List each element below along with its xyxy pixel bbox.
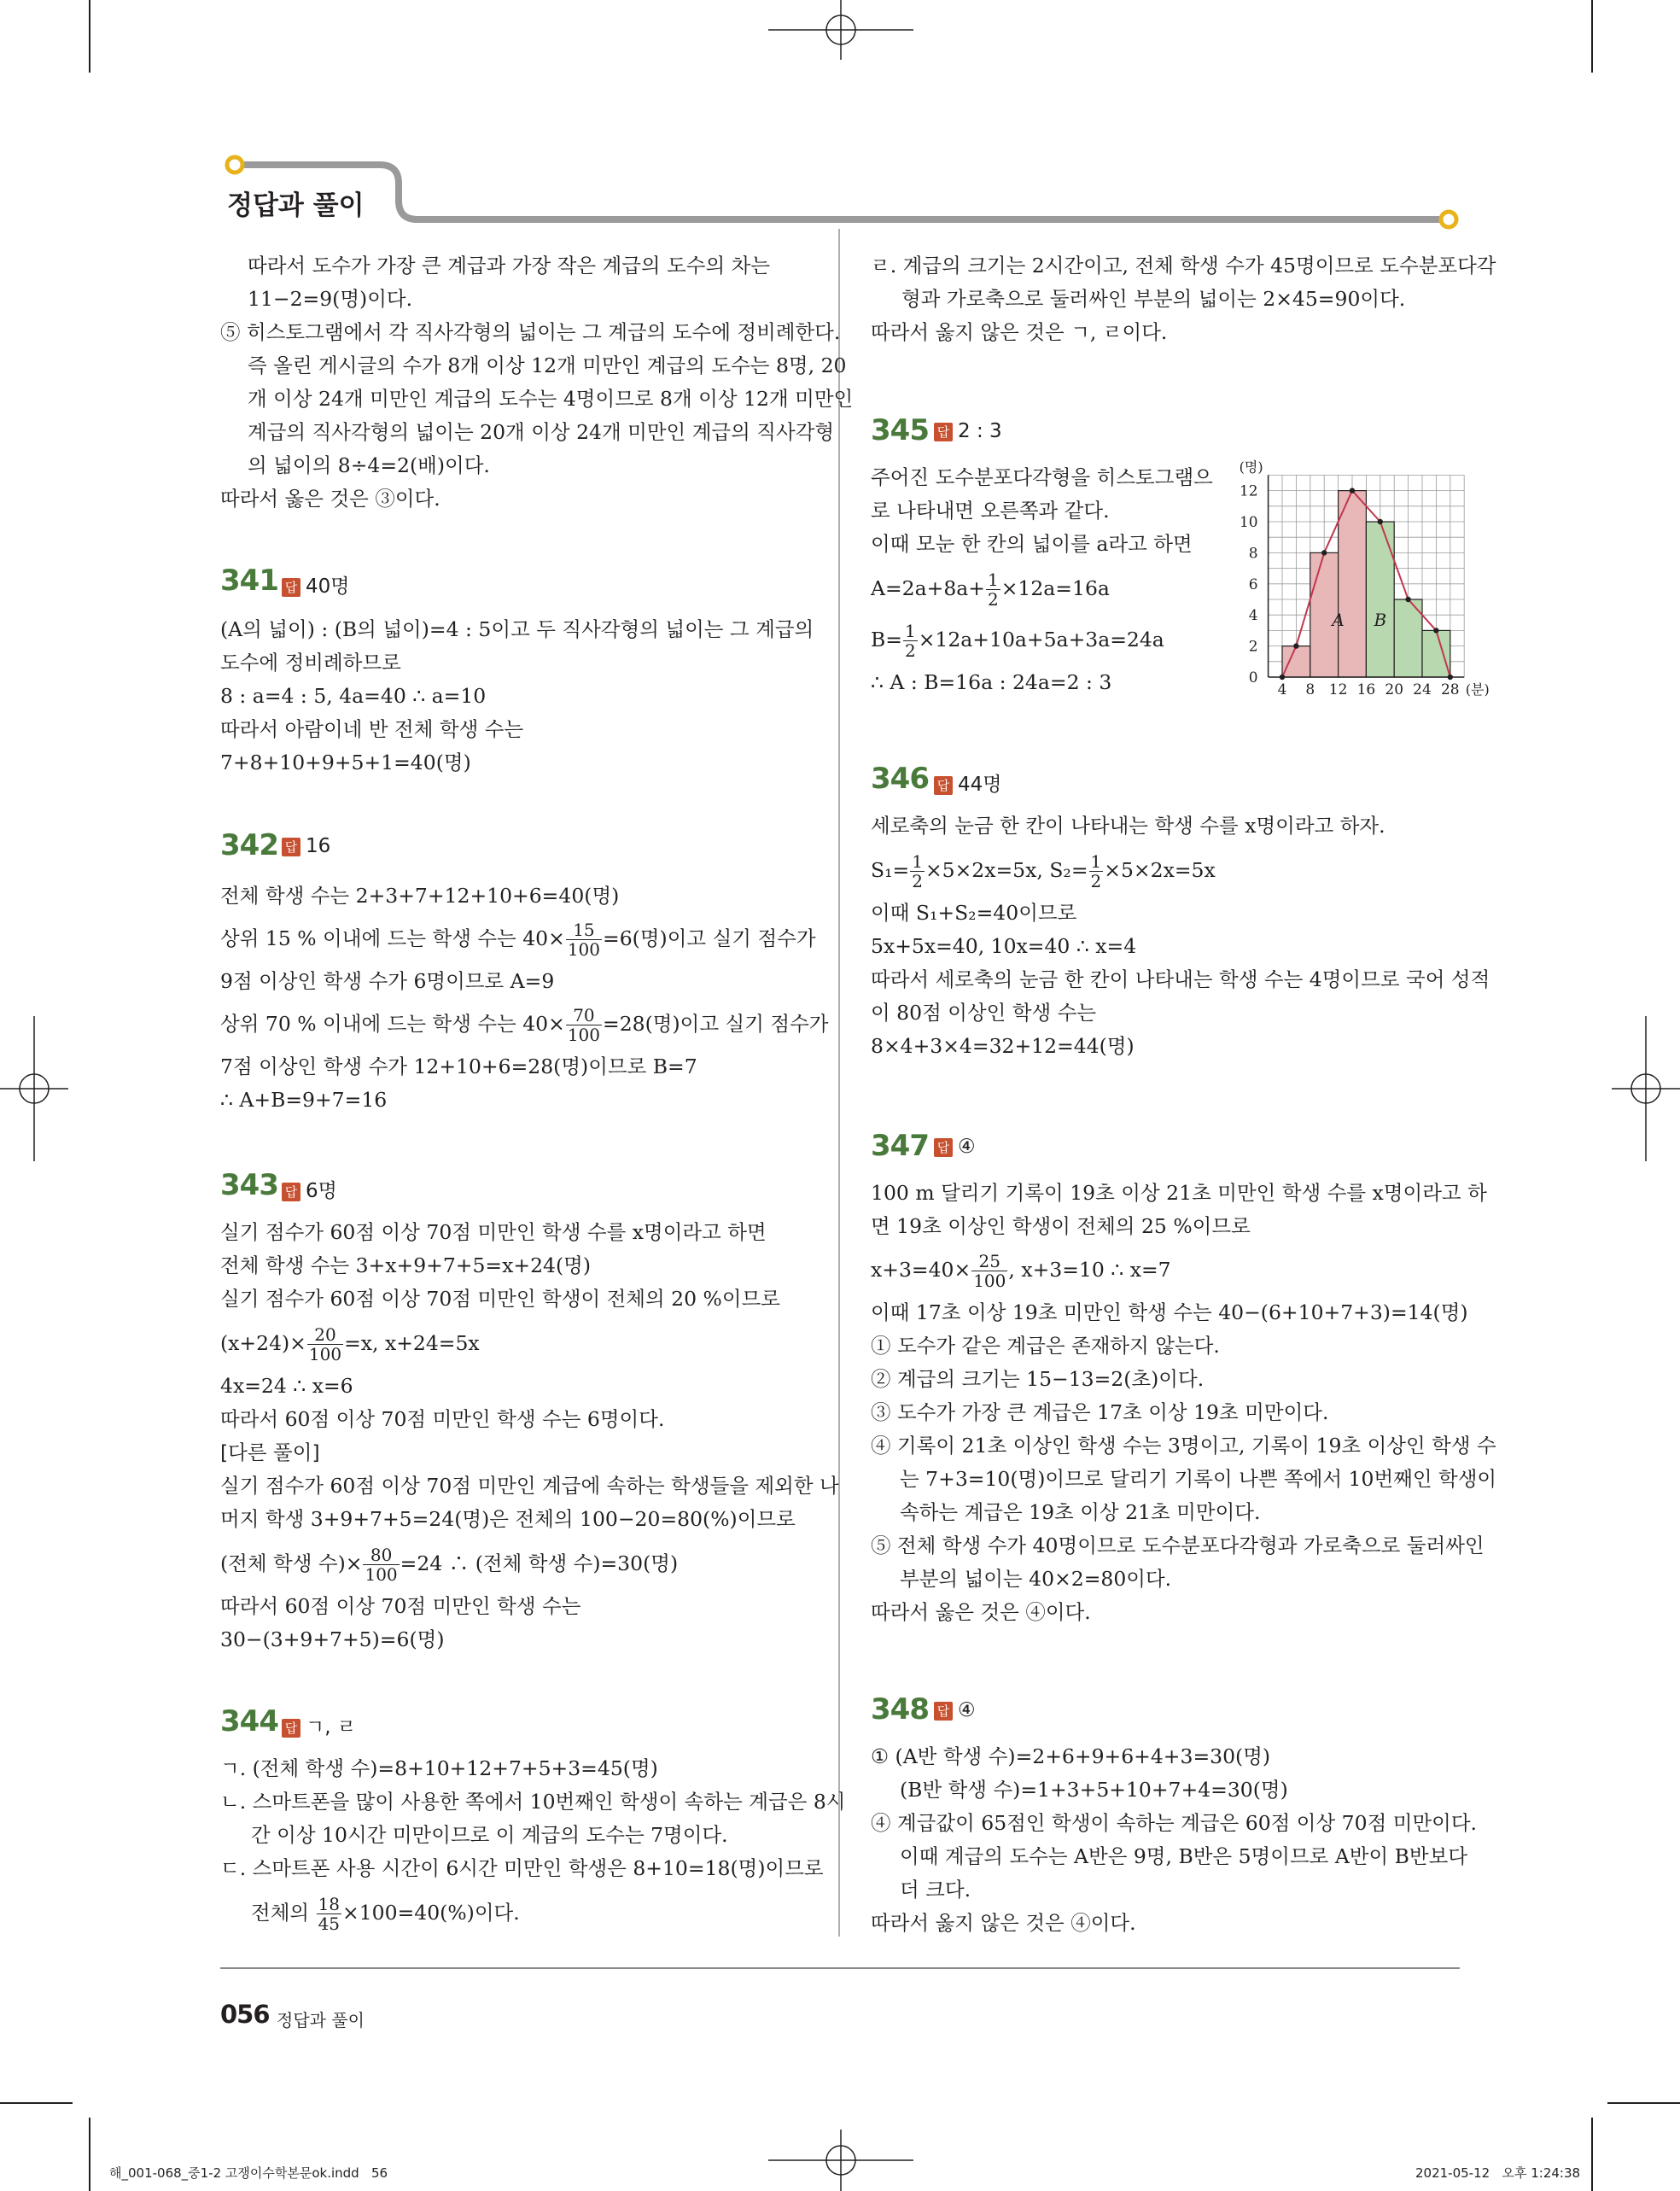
registration-mark-top xyxy=(768,0,913,64)
answer-text: ④ xyxy=(958,1136,976,1158)
text-line: (전체 학생 수)× $\frac{80}{100}$ =24 ∴ (전체 학생 수)=30(명) xyxy=(220,1545,679,1585)
polygon-point xyxy=(1405,597,1410,602)
polygon-point xyxy=(1321,550,1327,555)
problem-number: 348 xyxy=(871,1692,929,1727)
text-line: 는 7+3=10(명)이므로 달리기 기록이 나쁜 쪽에서 10번째인 학생이 xyxy=(900,1467,1497,1491)
text-line: B= $\frac{1}{2}$ ×12a+10a+5a+3a=24a xyxy=(871,621,1164,661)
answer xyxy=(282,570,350,599)
answer-badge: 답 xyxy=(934,1702,953,1721)
problem-number: 342 xyxy=(220,828,278,862)
y-tick-label: 0 xyxy=(1248,669,1258,687)
text-line: 30−(3+9+7+5)=6(명) xyxy=(220,1627,445,1651)
answer-badge: 답 xyxy=(934,423,953,441)
text-line: 따라서 세로축의 눈금 한 칸이 나타내는 학생 수는 4명이므로 국어 성적 xyxy=(871,967,1490,991)
fraction: $\frac{18}{45}$ xyxy=(318,1894,341,1934)
answer xyxy=(934,420,1002,442)
polygon-point xyxy=(1350,488,1355,493)
crop-mark xyxy=(1591,0,1593,73)
x-tick-label: 4 xyxy=(1277,681,1287,698)
y-tick-label: 8 xyxy=(1248,545,1258,563)
fraction: $\frac{15}{100}$ xyxy=(567,920,601,960)
text-line: ② 계급의 크기는 15−13=2(초)이다. xyxy=(871,1367,1205,1391)
x-tick-label: 28 xyxy=(1440,681,1460,698)
text-line: 따라서 옳은 것은 ④이다. xyxy=(871,1600,1091,1624)
text-line: ㄹ. 계급의 크기는 2시간이고, 전체 학생 수가 45명이므로 도수분포다각 xyxy=(871,254,1496,278)
polygon-point xyxy=(1378,519,1383,524)
answer xyxy=(934,768,1002,797)
answer-badge: 답 xyxy=(282,838,300,856)
text-line: ① (A반 학생 수)=2+6+9+6+4+3=30(명) xyxy=(871,1744,1271,1768)
text-line: 머지 학생 3+9+7+5=24(명)은 전체의 100−20=80(%)이므로 xyxy=(220,1507,796,1531)
region-label-a: A xyxy=(1332,609,1345,630)
text-line: 부분의 넓이는 40×2=80이다. xyxy=(900,1567,1172,1591)
crop-mark xyxy=(89,2118,90,2191)
text-line: 의 넓이의 8÷4=2(배)이다. xyxy=(248,453,490,477)
text-line: ③ 도수가 가장 큰 계급은 17초 이상 19초 미만이다. xyxy=(871,1400,1329,1424)
text-line: 즉 올린 게시글의 수가 8개 이상 12개 미만인 계급의 도수는 8명, 20 xyxy=(248,353,847,377)
text-line: 개 이상 24개 미만인 계급의 도수는 4명이므로 8개 이상 12개 미만인 xyxy=(248,387,854,411)
text-line: 이때 S₁+S₂=40이므로 xyxy=(871,901,1077,925)
text-line: 11−2=9(명)이다. xyxy=(248,287,413,311)
answer xyxy=(282,835,330,857)
registration-mark-left xyxy=(0,1016,68,1161)
text-line: (B반 학생 수)=1+3+5+10+7+4=30(명) xyxy=(900,1778,1288,1802)
text-line: 7점 이상인 학생 수가 12+10+6=28(명)이므로 B=7 xyxy=(220,1055,697,1078)
fraction: $\frac{70}{100}$ xyxy=(567,1005,601,1045)
text-line: 따라서 옳지 않은 것은 ㄱ, ㄹ이다. xyxy=(871,320,1168,344)
problem-number: 346 xyxy=(871,762,929,796)
text-line: 4x=24 ∴ x=6 xyxy=(220,1374,353,1398)
text-line: 전체 학생 수는 2+3+7+12+10+6=40(명) xyxy=(220,884,620,908)
y-tick-label: 6 xyxy=(1248,576,1258,593)
text-line: ④ 계급값이 65점인 학생이 속하는 계급은 60점 이상 70점 미만이다. xyxy=(871,1811,1478,1835)
crop-mark xyxy=(89,0,90,73)
fraction: $\frac{1}{2}$ xyxy=(904,621,916,661)
text-line: A=2a+8a+ $\frac{1}{2}$ ×12a=16a xyxy=(871,570,1110,610)
text-line: 실기 점수가 60점 이상 70점 미만인 계급에 속하는 학생들을 제외한 나 xyxy=(220,1474,839,1498)
alt-solution-label: [다른 풀이] xyxy=(220,1440,320,1464)
text-line: ⑤ 전체 학생 수가 40명이므로 도수분포다각형과 가로축으로 둘러싸인 xyxy=(871,1534,1485,1557)
registration-mark-bottom xyxy=(768,2126,913,2191)
histogram-bar xyxy=(1282,646,1310,677)
text-line: 8×4+3×4=32+12=44(명) xyxy=(871,1034,1135,1058)
text-line: 형과 가로축으로 둘러싸인 부분의 넓이는 2×45=90이다. xyxy=(901,287,1406,311)
text-line: 전체 학생 수는 3+x+9+7+5=x+24(명) xyxy=(220,1253,592,1277)
text-line: 더 크다. xyxy=(900,1878,971,1902)
page-number: 056 xyxy=(220,2000,270,2029)
text-line: 속하는 계급은 19초 이상 21초 미만이다. xyxy=(900,1500,1261,1524)
page-label: 정답과 풀이 xyxy=(277,2010,365,2030)
answer-badge: 답 xyxy=(282,1719,300,1738)
problem-number: 344 xyxy=(220,1704,278,1738)
answer-badge: 답 xyxy=(934,1138,953,1157)
x-tick-label: 24 xyxy=(1413,681,1432,698)
crop-mark xyxy=(1591,2118,1593,2191)
text-line: 8 : a=4 : 5, 4a=40 ∴ a=10 xyxy=(220,684,487,708)
text-line: 실기 점수가 60점 이상 70점 미만인 학생이 전체의 20 %이므로 xyxy=(220,1287,780,1311)
timestamp: 2021-05-12 오후 1:24:38 xyxy=(1415,2165,1581,2181)
header-decoration xyxy=(218,154,1464,231)
answer xyxy=(282,1711,356,1739)
crop-mark xyxy=(1607,2102,1680,2104)
problem-number: 345 xyxy=(871,413,929,447)
text-line: ∴ A+B=9+7=16 xyxy=(220,1088,388,1112)
text-line: 상위 15 % 이내에 드는 학생 수는 40× $\frac{15}{100}$ =6(명)이고 실기 점수가 xyxy=(220,920,816,960)
x-unit-label: (분) xyxy=(1465,681,1490,698)
text-line: 7+8+10+9+5+1=40(명) xyxy=(220,751,471,774)
fraction: $\frac{25}{100}$ xyxy=(973,1251,1006,1291)
text-line: ① 도수가 같은 계급은 존재하지 않는다. xyxy=(871,1334,1220,1358)
x-tick-label: 16 xyxy=(1356,681,1376,698)
polygon-point xyxy=(1433,628,1438,633)
answer xyxy=(934,1136,976,1158)
text-line: 면 19초 이상인 학생이 전체의 25 %이므로 xyxy=(871,1214,1251,1238)
column-divider xyxy=(838,229,840,1937)
text-line: 실기 점수가 60점 이상 70점 미만인 학생 수를 x명이라고 하면 xyxy=(220,1220,767,1244)
text-line: 계급의 직사각형의 넓이는 20개 이상 24개 미만인 계급의 직사각형 xyxy=(248,420,835,444)
text-line: 전체의 $\frac{18}{45}$ ×100=40(%)이다. xyxy=(251,1894,520,1934)
answer-text: ㄱ, ㄹ xyxy=(306,1716,357,1738)
answer-badge: 답 xyxy=(934,776,953,795)
text-line: 도수에 정비례하므로 xyxy=(220,651,401,675)
text-line: 주어진 도수분포다각형을 히스토그램으 xyxy=(871,465,1213,489)
text-line: ㄱ. (전체 학생 수)=8+10+12+7+5+3=45(명) xyxy=(220,1756,658,1780)
y-tick-label: 2 xyxy=(1248,638,1258,656)
footer-rule xyxy=(220,1967,1460,1969)
text-line: 이때 계급의 도수는 A반은 9명, B반은 5명이므로 A반이 B반보다 xyxy=(900,1844,1468,1868)
text-line: ㄷ. 스마트폰 사용 시간이 6시간 미만인 학생은 8+10=18(명)이므로 xyxy=(220,1856,824,1880)
text-line: ⑤ 히스토그램에서 각 직사각형의 넓이는 그 계급의 도수에 정비례한다. xyxy=(220,320,841,344)
answer-text: 2 : 3 xyxy=(958,420,1002,442)
text-line: x+3=40× $\frac{25}{100}$ , x+3=10 ∴ x=7 xyxy=(871,1251,1171,1291)
answer-text: 40명 xyxy=(306,576,350,598)
x-tick-label: 8 xyxy=(1305,681,1315,698)
text-line: 따라서 60점 이상 70점 미만인 학생 수는 xyxy=(220,1594,581,1618)
y-tick-label: 12 xyxy=(1239,482,1258,500)
fraction: $\frac{1}{2}$ xyxy=(912,851,923,891)
text-line: 100 m 달리기 기록이 19초 이상 21초 미만인 학생 수를 x명이라고 하 xyxy=(871,1181,1487,1205)
y-unit-label: (명) xyxy=(1239,459,1263,476)
x-tick-label: 20 xyxy=(1385,681,1404,698)
fraction: $\frac{20}{100}$ xyxy=(308,1324,342,1364)
histogram-chart xyxy=(1221,459,1490,707)
answer-text: 6명 xyxy=(306,1180,337,1202)
text-line: 따라서 도수가 가장 큰 계급과 가장 작은 계급의 도수의 차는 xyxy=(248,254,771,278)
text-line: S₁= $\frac{1}{2}$ ×5×2x=5x, S₂= $\frac{1}{2}$ ×5×2x=5x xyxy=(871,851,1216,891)
fraction: $\frac{1}{2}$ xyxy=(1090,851,1102,891)
text-line: 따라서 60점 이상 70점 미만인 학생 수는 6명이다. xyxy=(220,1407,665,1431)
answer xyxy=(934,1699,976,1721)
text-line: 이 80점 이상인 학생 수는 xyxy=(871,1001,1097,1025)
text-line: (x+24)× $\frac{20}{100}$ =x, x+24=5x xyxy=(220,1324,480,1364)
x-tick-label: 12 xyxy=(1328,681,1348,698)
text-line: 따라서 옳지 않은 것은 ④이다. xyxy=(871,1911,1136,1935)
answer-text: ④ xyxy=(958,1699,976,1721)
polygon-point xyxy=(1293,643,1298,648)
answer-text: 16 xyxy=(306,835,331,857)
text-line: 간 이상 10시간 미만이므로 이 계급의 도수는 7명이다. xyxy=(251,1823,728,1847)
text-line: ④ 기록이 21초 이상인 학생 수는 3명이고, 기록이 19초 이상인 학생 수 xyxy=(871,1434,1496,1458)
text-line: 로 나타내면 오른쪽과 같다. xyxy=(871,499,1110,523)
crop-mark xyxy=(0,2102,73,2104)
header-title: 정답과 풀이 xyxy=(227,190,365,221)
text-line: 따라서 옳은 것은 ③이다. xyxy=(220,487,440,511)
text-line: 9점 이상인 학생 수가 6명이므로 A=9 xyxy=(220,969,555,993)
answer-text: 44명 xyxy=(958,774,1002,796)
fraction: $\frac{80}{100}$ xyxy=(365,1545,398,1585)
answer-badge: 답 xyxy=(282,1183,300,1201)
y-tick-label: 4 xyxy=(1248,607,1258,625)
y-tick-label: 10 xyxy=(1239,514,1258,531)
text-line: 이때 모눈 한 칸의 넓이를 a라고 하면 xyxy=(871,532,1193,556)
problem-number: 343 xyxy=(220,1168,278,1202)
file-info: 해_001-068_중1-2 고쟁이수학본문ok.indd 56 xyxy=(109,2165,388,2181)
histogram-bar xyxy=(1339,491,1367,677)
text-line: 상위 70 % 이내에 드는 학생 수는 40× $\frac{70}{100}$ =28(명)이고 실기 점수가 xyxy=(220,1005,829,1045)
text-line: 따라서 아람이네 반 전체 학생 수는 xyxy=(220,717,524,741)
histogram-bar xyxy=(1422,630,1450,677)
answer xyxy=(282,1175,337,1203)
text-line: 이때 17초 이상 19초 미만인 학생 수는 40−(6+10+7+3)=14(명) xyxy=(871,1300,1468,1324)
answer-badge: 답 xyxy=(282,578,300,597)
text-line: 5x+5x=40, 10x=40 ∴ x=4 xyxy=(871,934,1137,958)
histogram-bar xyxy=(1366,522,1394,677)
problem-number: 347 xyxy=(871,1129,929,1163)
text-line: ㄴ. 스마트폰을 많이 사용한 쪽에서 10번째인 학생이 속하는 계급은 8시 xyxy=(220,1790,846,1814)
fraction: $\frac{1}{2}$ xyxy=(987,570,999,610)
problem-number: 341 xyxy=(220,564,278,598)
text-line: 세로축의 눈금 한 칸이 나타내는 학생 수를 x명이라고 하자. xyxy=(871,814,1385,838)
text-line: ∴ A : B=16a : 24a=2 : 3 xyxy=(871,670,1112,694)
registration-mark-right xyxy=(1612,1016,1680,1161)
text-line: (A의 넓이) : (B의 넓이)=4 : 5이고 두 직사각형의 넓이는 그 계급의 xyxy=(220,617,814,641)
region-label-b: B xyxy=(1374,609,1387,630)
